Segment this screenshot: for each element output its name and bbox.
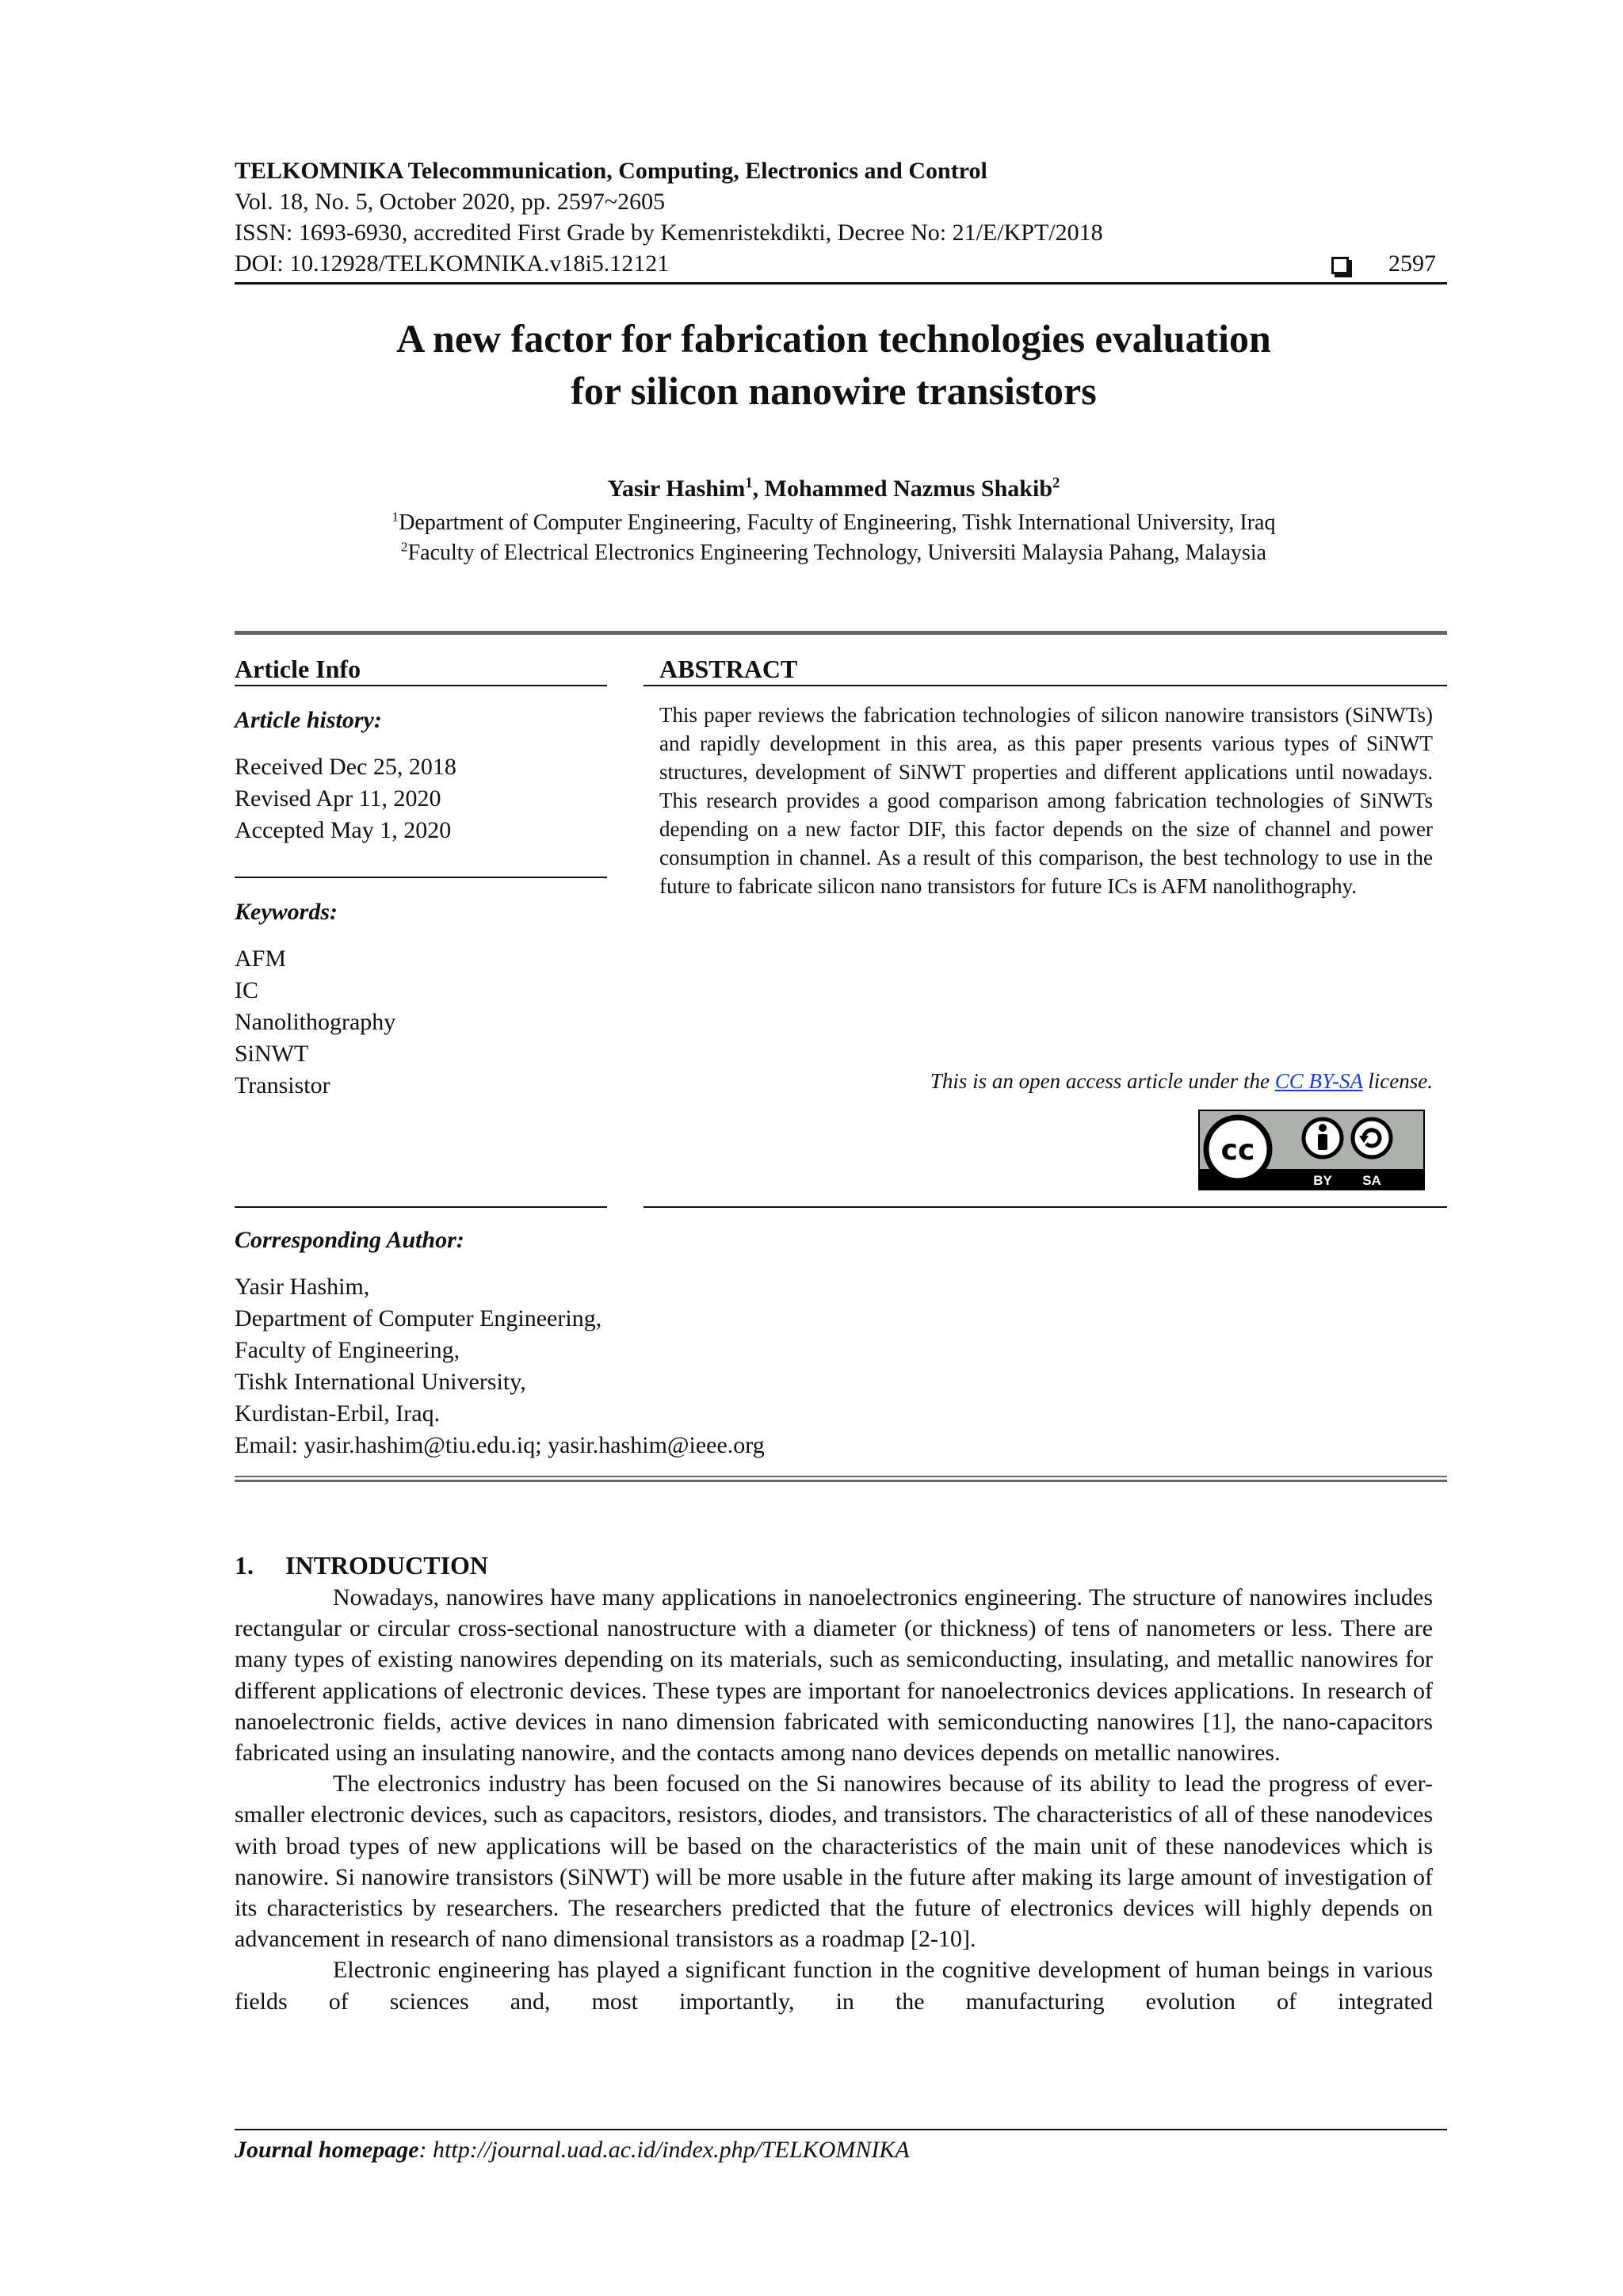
introduction-heading (235, 1549, 488, 1581)
info-block-bottom-rule-2 (235, 1480, 1447, 1482)
affil-mark: 1 (391, 509, 399, 525)
keyword-item: AFM (235, 946, 287, 972)
cc-icon (1206, 1117, 1270, 1181)
journal-name: TELKOMNIKA Telecommunication, Computing, Electronics and Control (235, 158, 987, 184)
homepage-separator: : (418, 2137, 433, 2163)
author-name: Mohammed Nazmus Shakib (764, 476, 1053, 502)
author-affil-mark: 1 (745, 475, 753, 491)
badge-sa-label: SA (1362, 1173, 1381, 1188)
abstract-heading: ABSTRACT (659, 655, 798, 683)
keyword-item: SiNWT (235, 1041, 309, 1067)
author-separator: , (752, 476, 765, 502)
corresponding-line: Department of Computer Engineering, (235, 1305, 602, 1331)
history-received: Received Dec 25, 2018 (235, 754, 456, 780)
corresponding-email: Email: yasir.hashim@tiu.edu.iq; yasir.hashim@ieee.org (235, 1432, 765, 1458)
corresponding-line: Faculty of Engineering, (235, 1337, 460, 1363)
body-paragraph: Nowadays, nanowires have many applications in nanoelectronics engineering. The structure of nanowires includes rectangular or circular cross-sectional nanostructure with a diameter (or thickness) of tens of nanometers or less. There are many types of existing nanowires depending on its materials, such as semiconducting, insulating, and metallic nanowires for different applications of electronic devices. These types are important for nanoelectronics devices applications. In research of nanoelectronic fields, active devices in nano dimension fabricated with semiconducting nanowires [1], the nano-capacitors fabricated using an insulating nanowire, and the contacts among nano devices depends on metallic nanowires. (235, 1584, 1433, 1767)
keyword-item: Transistor (235, 1072, 330, 1098)
cc-by-sa-badge[interactable] (1198, 1110, 1425, 1190)
corresponding-heading: Corresponding Author: (235, 1227, 464, 1253)
keywords-heading: Keywords: (235, 899, 338, 925)
article-info-heading: Article Info (235, 655, 361, 683)
history-divider (235, 877, 607, 878)
history-revised: Revised Apr 11, 2020 (235, 785, 441, 812)
homepage-url[interactable]: http://journal.uad.ac.id/index.php/TELKOMNIKA (433, 2137, 910, 2163)
section-number: 1. (235, 1551, 254, 1580)
badge-by-label: BY (1313, 1173, 1332, 1188)
license-link[interactable]: CC BY-SA (1274, 1069, 1363, 1093)
affiliation-2 (235, 538, 1433, 568)
corresponding-line: Tishk International University, (235, 1369, 526, 1395)
affiliation-1 (235, 508, 1433, 538)
article-info-bottom-rule (235, 1206, 607, 1208)
journal-homepage (235, 2135, 910, 2165)
keyword-item: Nanolithography (235, 1009, 396, 1035)
keyword-item: IC (235, 977, 258, 1003)
author-name: Yasir Hashim (607, 476, 746, 502)
affil-mark: 2 (400, 539, 408, 555)
abstract-text: This paper reviews the fabrication technologies of silicon nanowire transistors (SiNWTs) and rapidly development in this area, as this paper presents various types of SiNWT structures, development of SiNWT properties and different applications until nowadays. This research provides a good comparison among fabrication technologies of SiNWTs depending on a new factor DIF, this factor depends on the size of channel and power consumption in channel. As a result of this comparison, the best technology to use in the future to fabricate silicon nano transistors for future ICs is AFM nanolithography. (659, 703, 1433, 898)
paper-title-line1: A new factor for fabrication technologies evaluation (396, 316, 1271, 361)
open-access-statement (930, 1067, 1433, 1095)
abstract-bottom-rule (643, 1206, 1447, 1208)
article-history-heading: Article history: (235, 707, 382, 733)
corresponding-line: Yasir Hashim, (235, 1274, 370, 1300)
attribution-icon (1304, 1119, 1342, 1157)
article-info-rule (235, 685, 607, 686)
homepage-label: Journal homepage (235, 2137, 419, 2163)
paper-title-line2: for silicon nanowire transistors (571, 369, 1097, 413)
doi-line: DOI: 10.12928/TELKOMNIKA.v18i5.12121 (235, 250, 670, 277)
introduction-body (235, 1582, 1433, 2017)
history-accepted: Accepted May 1, 2020 (235, 817, 452, 843)
page-number: 2597 (1388, 250, 1436, 277)
license-suffix: license. (1362, 1069, 1433, 1093)
author-affil-mark: 2 (1052, 475, 1060, 491)
body-paragraph: The electronics industry has been focused on the Si nanowires because of its ability to lead the progress of ever-smaller electronic devices, such as capacitors, resistors, diodes, and transistors. The characteristics of all of these nanodevices with broad types of new applications will be based on the characteristics of the main unit of these nanodevices which is nanowire. Si nanowire transistors (SiNWT) will be more usable in the future after making its large amount of investigation of its characteristics by researchers. The researchers predicted that the future of electronics devices will highly depends on advancement in research of nano dimensional transistors as a roadmap [2-10]. (235, 1771, 1433, 1953)
section-title: INTRODUCTION (285, 1551, 489, 1580)
issn-line: ISSN: 1693-6930, accredited First Grade by Kemenristekdikti, Decree No: 21/E/KPT/2018 (235, 220, 1103, 246)
share-alike-icon (1353, 1119, 1391, 1157)
header-rule (235, 282, 1447, 285)
svg-text:cc: cc (1220, 1134, 1255, 1167)
footer-rule (235, 2129, 1447, 2130)
affil-text: Department of Computer Engineering, Faculty of Engineering, Tishk International University, Iraq (399, 510, 1276, 535)
square-bullet-icon (1331, 257, 1349, 274)
info-block-top-rule (235, 631, 1447, 635)
license-prefix: This is an open access article under the (930, 1069, 1275, 1093)
corresponding-line: Kurdistan-Erbil, Iraq. (235, 1400, 441, 1427)
affil-text: Faculty of Electrical Electronics Engineering Technology, Universiti Malaysia Pahang, Malaysia (407, 541, 1267, 565)
author-list (235, 474, 1433, 504)
info-block-bottom-rule-1 (235, 1476, 1447, 1477)
body-paragraph: Electronic engineering has played a significant function in the cognitive development of human beings in various fields of sciences and, most importantly, in the manufacturing evolution of integrated (235, 1957, 1433, 2015)
abstract-rule (643, 685, 1447, 686)
volume-line: Vol. 18, No. 5, October 2020, pp. 2597~2605 (235, 189, 666, 215)
